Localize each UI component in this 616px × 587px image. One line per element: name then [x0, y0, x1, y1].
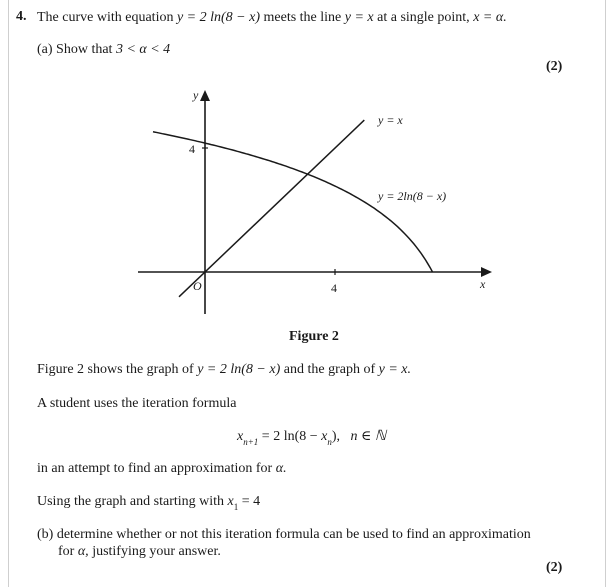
body-paragraph-4: [37, 493, 260, 511]
part-a-label: (a): [37, 42, 53, 57]
part-a-inequality: 3 < α < 4: [115, 42, 171, 57]
y-axis-arrow: [200, 90, 210, 101]
line-y-equals-x: [179, 120, 364, 297]
formula-domain: n ∈ ℕ: [350, 429, 387, 444]
x-axis-arrow: [481, 267, 492, 277]
p3-text: in an attempt to find an approximation for: [37, 461, 273, 476]
formula-xn: x: [321, 429, 328, 444]
part-b-label: (b): [37, 527, 54, 542]
part-b-text-1: determine whether or not this iteration formula can be used to find an approximation: [56, 527, 531, 542]
formula-mid: = 2 ln(8 −: [258, 429, 322, 444]
part-b-line-1: [37, 526, 531, 543]
p1-text: Figure 2 shows the graph of: [37, 362, 194, 377]
body-paragraph-3: [37, 460, 287, 477]
question-text-mid2: at a single point,: [377, 10, 470, 25]
point-equation: x = α.: [473, 10, 507, 25]
question-number: 4.: [16, 9, 27, 24]
p4-subscript: 1: [233, 502, 239, 512]
question-text: [37, 9, 507, 26]
y-tick-label: 4: [189, 142, 195, 156]
p4-x: x: [227, 494, 234, 509]
formula-close: ),: [331, 429, 341, 444]
body-paragraph-1: [37, 361, 411, 378]
formula-lhs-subscript: n+1: [243, 437, 259, 447]
iteration-formula: [237, 428, 386, 446]
curve-equation: y = 2 ln(8 − x): [176, 10, 260, 25]
figure-graph: [130, 86, 500, 326]
curve-label: y = 2ln(8 − x): [378, 189, 447, 203]
body-paragraph-2: A student uses the iteration formula: [37, 396, 237, 411]
part-b-text-2-pre: for: [58, 544, 75, 559]
part-a-marks: (2): [546, 59, 563, 74]
line-label: y = x: [378, 113, 403, 127]
p1-curve-equation: y = 2 ln(8 − x): [197, 362, 281, 377]
question-text-mid: meets the line: [263, 10, 342, 25]
part-b-text-2-post: justifying your answer.: [92, 544, 221, 559]
figure-caption: Figure 2: [289, 329, 339, 344]
part-b-line-2: [58, 543, 221, 560]
formula-x: x: [237, 429, 244, 444]
origin-label: O: [193, 279, 202, 293]
part-b-alpha: α,: [77, 544, 89, 559]
formula-n-subscript: n: [327, 437, 332, 447]
part-a: [37, 41, 170, 58]
p4-post: = 4: [238, 494, 261, 509]
p4-text: Using the graph and starting with: [37, 494, 225, 509]
x-tick-label: 4: [331, 281, 337, 295]
y-axis-label: y: [193, 88, 199, 102]
question-text-pre: The curve with equation: [37, 10, 174, 25]
p1-line-equation: y = x.: [378, 362, 411, 377]
p3-alpha: α.: [275, 461, 287, 476]
part-a-text: Show that: [56, 42, 113, 57]
part-b-marks: (2): [546, 560, 563, 575]
x-axis-label: x: [480, 277, 486, 291]
line-equation: y = x: [344, 10, 374, 25]
p1-mid: and the graph of: [283, 362, 376, 377]
